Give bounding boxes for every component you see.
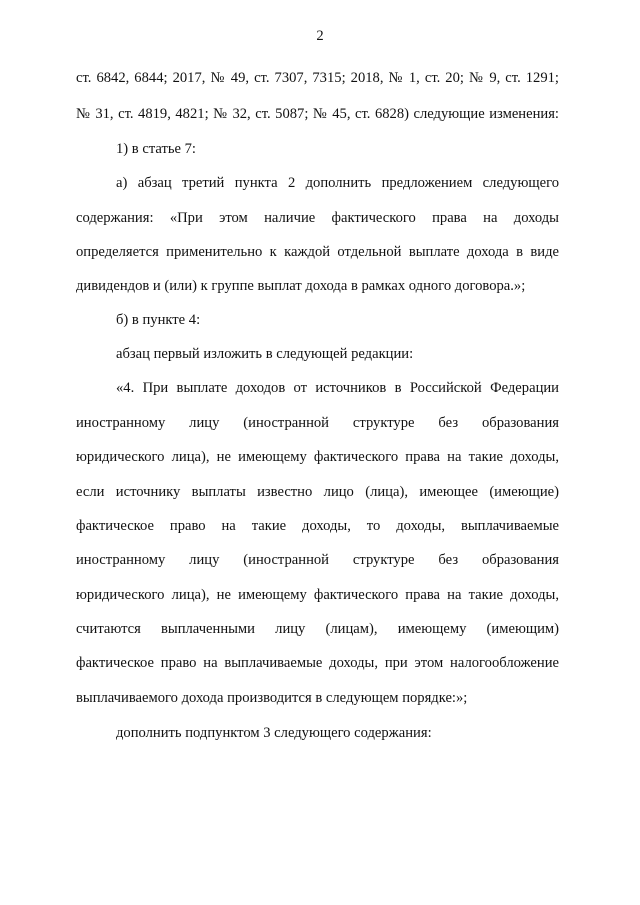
text-line: дополнить подпунктом 3 следующего содержания:	[116, 725, 432, 741]
text-line: дивидендов и (или) к группе выплат дохода в рамках одного договора.»;	[76, 278, 526, 294]
text-line: юридического лица), не имеющему фактического права на такие доходы,	[76, 587, 559, 603]
text-line: № 31, ст. 4819, 4821; № 32, ст. 5087; № 45, ст. 6828) следующие изменения:	[76, 106, 559, 122]
text-line: если источнику выплаты известно лицо (лица), имеющее (имеющие)	[76, 484, 559, 500]
text-line: фактическое право на такие доходы, то доходы, выплачиваемые	[76, 518, 559, 534]
text-line: 1) в статье 7:	[116, 141, 196, 157]
page-number: 2	[316, 28, 324, 44]
text-line: содержания: «При этом наличие фактического права на доходы	[76, 210, 559, 226]
text-line: фактическое право на выплачиваемые доходы, при этом налогообложение	[76, 655, 559, 671]
text-line: иностранному лицу (иностранной структуре без образования	[76, 552, 559, 568]
text-line: б) в пункте 4:	[116, 312, 201, 328]
text-line: «4. При выплате доходов от источников в Российской Федерации	[116, 380, 559, 396]
text-line: определяется применительно к каждой отдельной выплате дохода в виде	[76, 244, 559, 260]
text-line: считаются выплаченными лицу (лицам), имеющему (имеющим)	[76, 621, 559, 637]
text-line: а) абзац третий пункта 2 дополнить предложением следующего	[116, 175, 559, 191]
text-line: юридического лица), не имеющему фактического права на такие доходы,	[76, 449, 559, 465]
text-line: выплачиваемого дохода производится в следующем порядке:»;	[76, 690, 468, 706]
text-line: иностранному лицу (иностранной структуре без образования	[76, 415, 559, 431]
text-line: абзац первый изложить в следующей редакции:	[116, 346, 414, 362]
text-line: ст. 6842, 6844; 2017, № 49, ст. 7307, 7315; 2018, № 1, ст. 20; № 9, ст. 1291;	[76, 70, 559, 86]
